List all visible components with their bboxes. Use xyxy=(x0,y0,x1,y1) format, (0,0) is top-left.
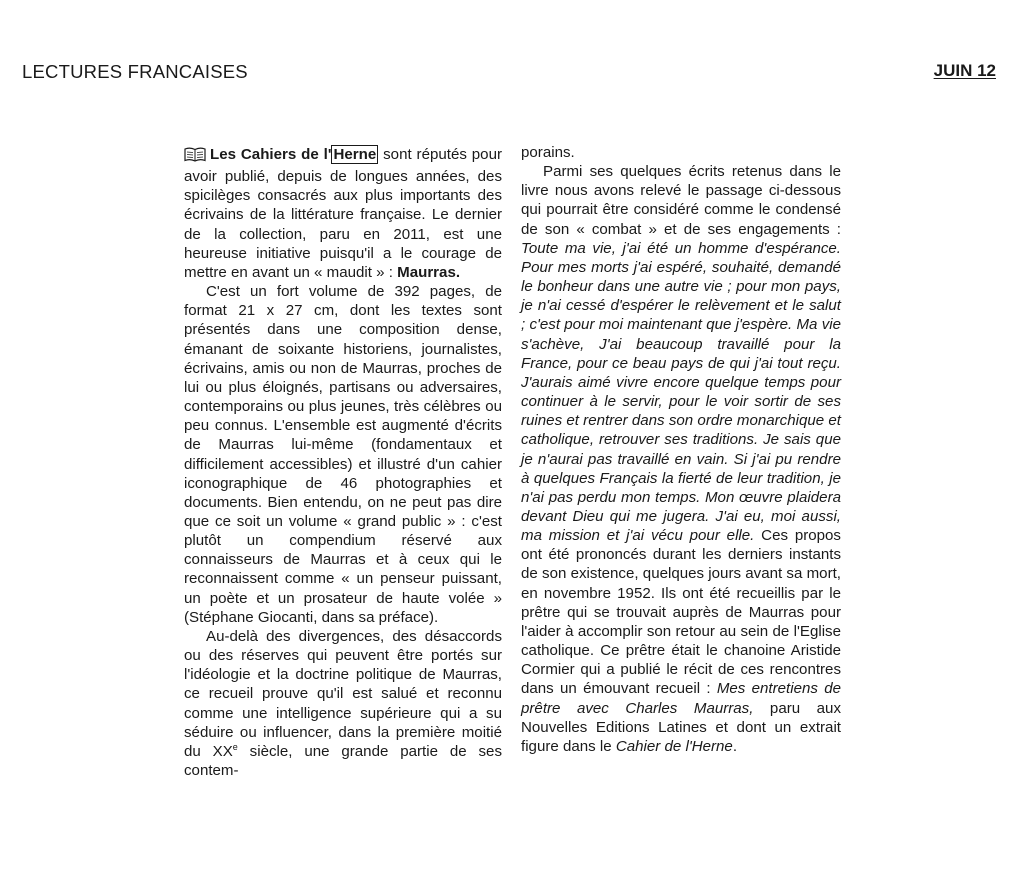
book-title: Mes entretiens de prêtre avec Charles Maurras, xyxy=(521,680,841,717)
intro-text: sont réputés pour avoir publié, depuis de longues années, des spicilèges consacrés aux plus importants des écrivains de la littérature française. Le dernier de la collection, paru en 2011, est une heureuse initiative puisqu'il a le courage de mettre en avant un « maudit » : xyxy=(184,146,502,281)
paragraph-quote xyxy=(521,162,841,756)
cahier-title: Cahier de l'Herne xyxy=(615,737,733,755)
publication-title: LECTURES FRANCAISES xyxy=(22,61,248,82)
century-superscript: e xyxy=(232,741,238,752)
paragraph-intro xyxy=(184,145,502,282)
lead-title: Les Cahiers de l' xyxy=(210,146,332,163)
divergences-text-end: siècle, une grande partie de ses contem- xyxy=(184,742,502,779)
closing-period: . xyxy=(732,737,738,755)
divergences-text: Au-delà des divergences, des désaccords ou des réserves qui peuvent être portés sur l'idéologie et la doctrine politique de Maurras, ce recueil prouve qu'il est salué et reconnu comme une intelligence supérieure qui a su séduire ou influencer, dans la première moitié du XX xyxy=(184,627,502,760)
author-name: Maurras. xyxy=(397,263,461,281)
paragraph-continuation: porains. xyxy=(521,144,575,161)
article-column-left xyxy=(184,145,502,780)
open-book-icon xyxy=(184,147,206,167)
herne-highlight: Herne xyxy=(333,146,377,163)
issue-date: JUIN 12 xyxy=(933,61,996,80)
quote-context: Ces propos ont été prononcés durant les derniers instants de son existence, quelques jours avant sa mort, en novembre 1952. Ils ont été recueillis par le prêtre qui se trouvait auprès de Maurras pour l'aider à accomplir son retour au sein de l'Eglise catholique. Ce prêtre était le chanoine Aristide Cormier qui a publié le récit de ces rencontres dans un émouvant recueil : xyxy=(521,527,841,698)
publisher-text: paru aux Nouvelles Editions Latines et dont un extrait figure dans le xyxy=(521,699,841,755)
paragraph-volume: C'est un fort volume de 392 pages, de format 21 x 27 cm, dont les textes sont présentés dans une composition dense, émanant de soixante historiens, journalistes, écrivains, amis ou non de Maurras, proches de lui ou plus éloignés, partisans ou adversaires, contemporains ou plus jeunes, très célèbres ou peu connus. L'ensemble est augmenté d'écrits de Maurras lui-même (fondamentaux et difficilement accessibles) et illustré d'un cahier iconographique de 46 photographies et documents. Bien entendu, on ne peut pas dire que ce soit un volume « grand public » : c'est plutôt un compendium réservé aux connaisseurs de Maurras et à ceux qui le reconnaissent comme « un penseur puissant, un poète et un prosateur de haute volée » (Stéphane Giocanti, dans sa préface). xyxy=(184,283,502,626)
quote-intro: Parmi ses quelques écrits retenus dans le livre nous avons relevé le passage ci-dessous qui pourrait être considéré comme le condensé de son « combat » et de ses engagements : xyxy=(521,163,841,238)
paragraph-divergences xyxy=(184,627,502,780)
article-column-right xyxy=(521,143,841,756)
maurras-quote: Toute ma vie, j'ai été un homme d'espérance. Pour mes morts j'ai espéré, souhaité, demandé le bonheur dans une autre vie ; pour mon pays, je n'ai cessé d'espérer le relèvement et le salut ; c'est pour moi maintenant que j'espère. Ma vie s'achève, J'ai beaucoup travaillé pour la France, pour ce beau pays de qui j'ai tout reçu. J'aurais aimé vivre encore quelque temps pour continuer à le servir, pour le voir sortir de ses ruines et rentrer dans son ordre monarchique et catholique, retrouver ses traditions. Je sais que je n'aurai pas travaillé en vain. Si j'ai pu rendre à quelques Français la fierté de leur tradition, je n'ai pas perdu mon temps. Mon œuvre plaidera devant Dieu qui me jugera. J'ai eu, moi aussi, ma mission et j'ai vécu pour elle. xyxy=(521,239,841,545)
